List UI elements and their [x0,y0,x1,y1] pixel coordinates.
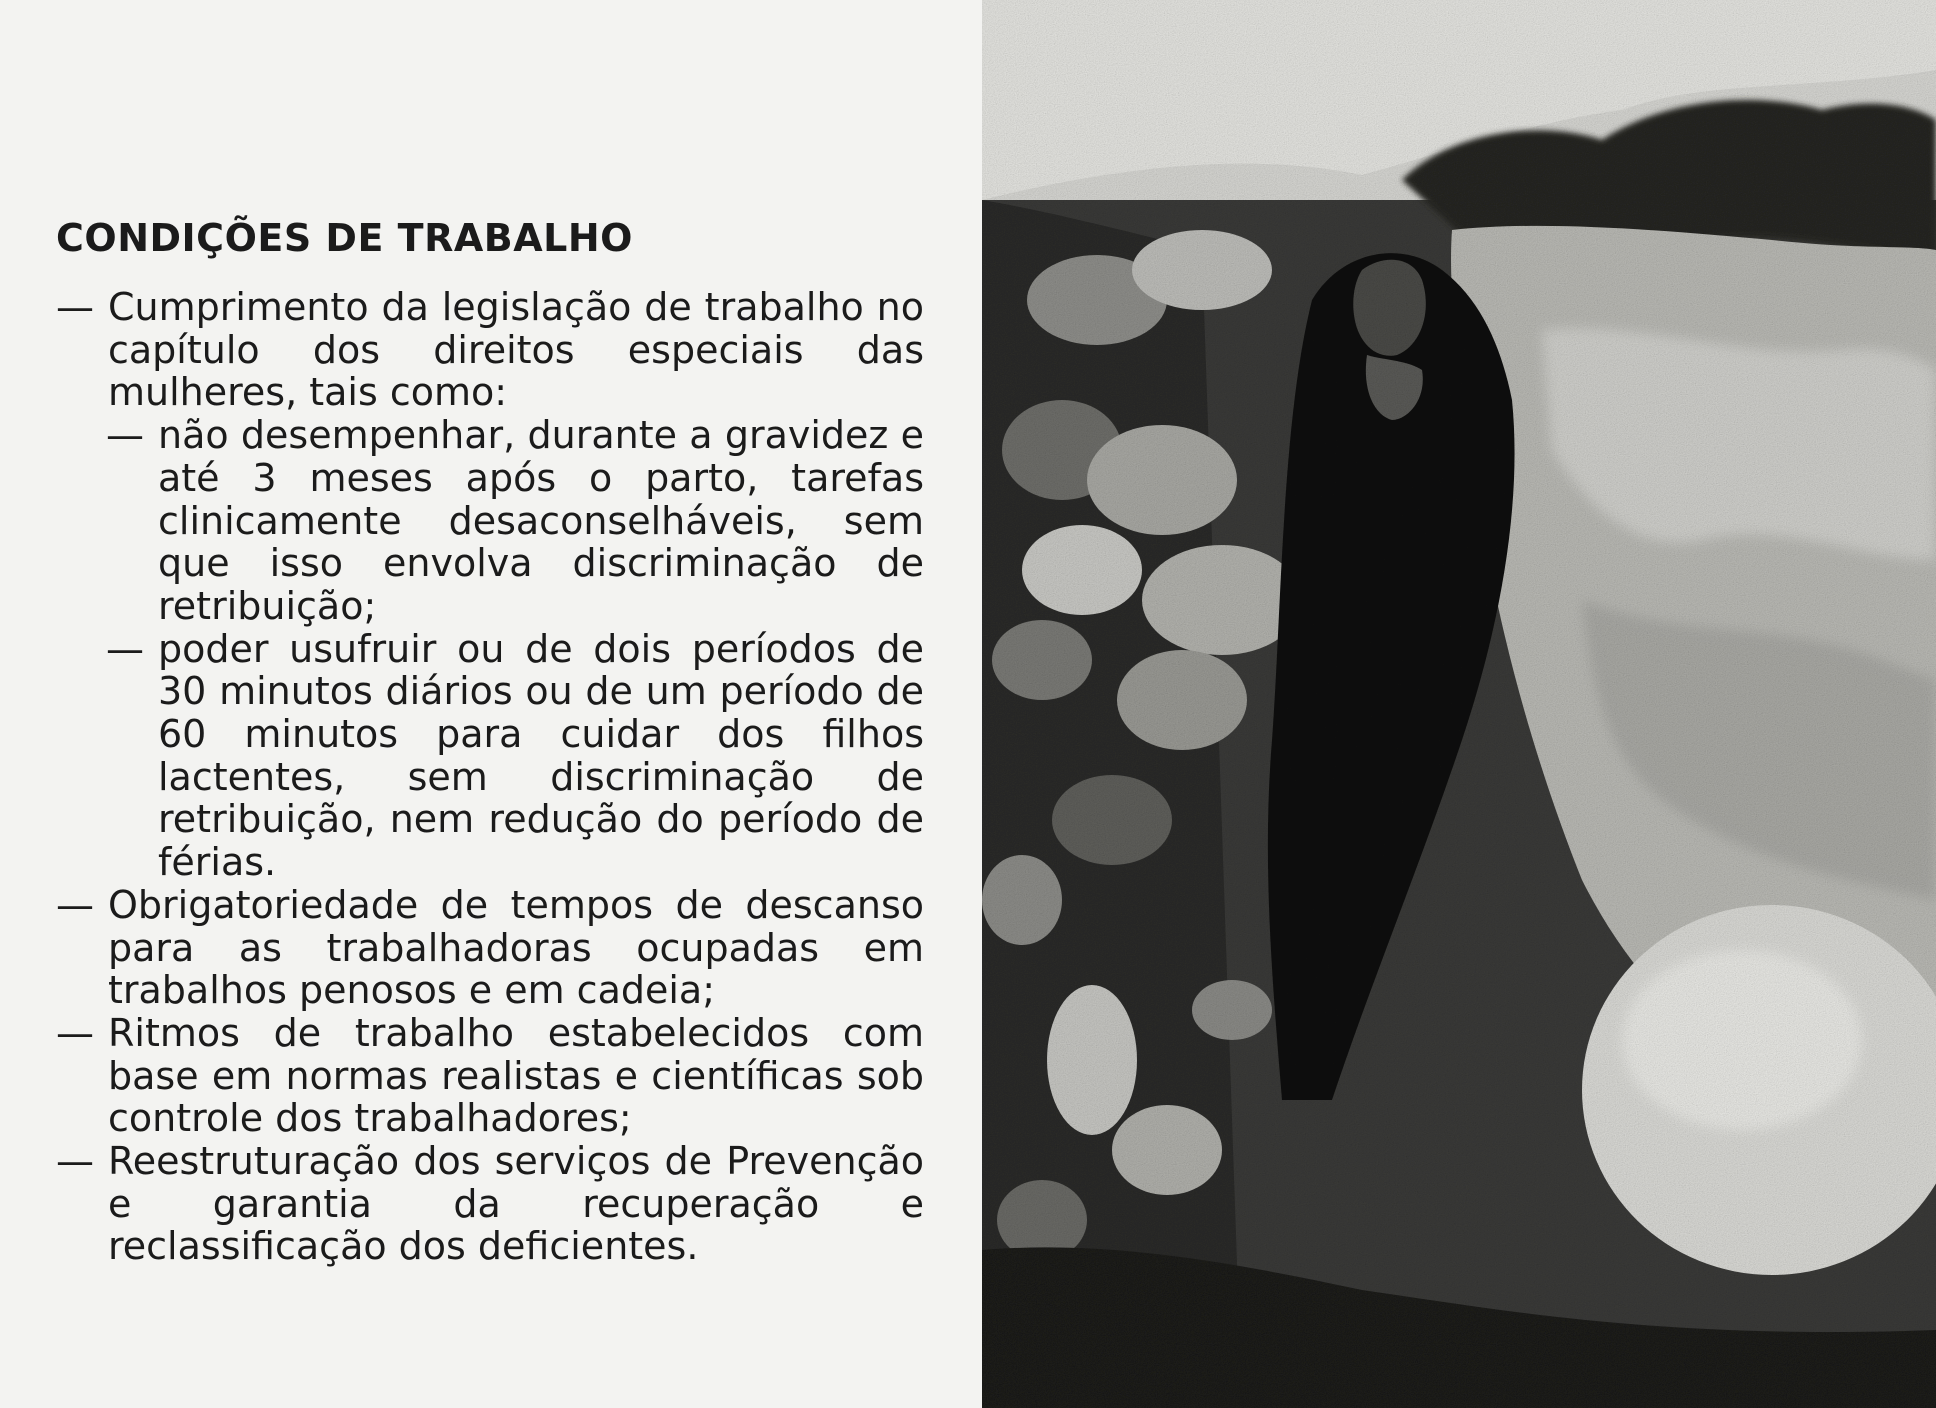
list-item-text: não desempenhar, durante a gravidez e até 3 meses após o parto, tarefas clinicamente desaconselháveis, sem que isso envolva discriminação de retribuição; [158,413,924,628]
dash-marker: — [106,626,144,671]
list-item-text: poder usufruir ou de dois períodos de 30 minutos diários ou de um período de 60 minutos para cuidar dos filhos lactentes, sem discriminação de retribuição, nem redução do período de férias. [158,626,924,885]
dash-marker: — [56,1010,94,1055]
dash-marker: — [56,882,94,927]
sub-list-item [106,414,924,628]
list-item-text: Reestruturação dos serviços de Prevenção e garantia da recuperação e reclassificação dos deficientes. [108,1139,924,1269]
list-item [56,884,924,1012]
list-item-text: Obrigatoriedade de tempos de descanso para as trabalhadoras ocupadas em trabalhos penosos e em cadeia; [108,882,924,1013]
section-heading: CONDIÇÕES DE TRABALHO [56,216,633,260]
dash-marker: — [56,1139,94,1184]
dash-marker: — [56,285,94,329]
photograph-woman-among-rocks [982,0,1936,1408]
list-item-text: Cumprimento da legislação de trabalho no capítulo dos direitos especiais das mulheres, tais como: [108,285,924,415]
list-item-text: Ritmos de trabalho estabelecidos com base em normas realistas e científicas sob controle dos trabalhadores; [108,1010,924,1141]
sub-list-item [106,628,924,884]
text-column [56,212,924,1268]
list-item [56,286,924,414]
list-item [56,1140,924,1268]
photo-illustration [982,0,1936,1408]
list-item [56,1012,924,1140]
dash-marker: — [106,413,144,458]
